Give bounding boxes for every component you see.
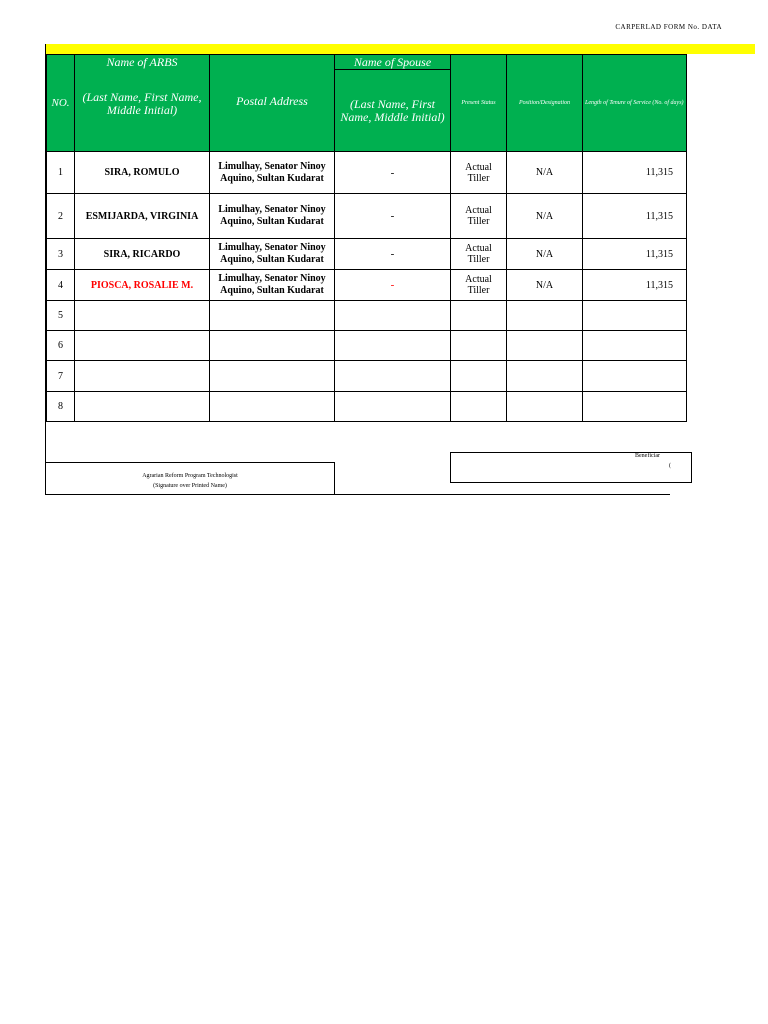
- row-no: 1: [47, 152, 75, 194]
- arb-name: PIOSCA, ROSALIE M.: [75, 270, 210, 301]
- header-length: Length of Tenure of Service (No. of days): [583, 55, 687, 152]
- row-no: 3: [47, 239, 75, 270]
- address-line2: Aquino, Sultan Kudarat: [220, 172, 324, 184]
- table-row: [47, 194, 687, 239]
- empty-cell: [451, 392, 507, 422]
- table-row: [47, 152, 687, 194]
- header-position: Position/Designation: [507, 55, 583, 152]
- empty-cell: [507, 331, 583, 361]
- row-no: 2: [47, 194, 75, 239]
- tenure-length: [583, 194, 687, 239]
- address-line1: Limulhay, Senator Ninoy: [218, 273, 326, 284]
- empty-cell: [451, 331, 507, 361]
- status-line2: Tiller: [467, 172, 490, 184]
- status-line1: Actual: [465, 243, 492, 254]
- address-line2: Aquino, Sultan Kudarat: [220, 216, 324, 227]
- address-line1: Limulhay, Senator Ninoy: [218, 242, 326, 253]
- empty-cell: [507, 301, 583, 331]
- header-spouse: [335, 55, 451, 152]
- tenure-value: 11,315: [645, 279, 673, 291]
- header-arbs-subtitle: (Last Name, First Name, Middle Initial): [82, 90, 202, 117]
- beneficiary-signature-box: [450, 452, 692, 483]
- table-row: [47, 392, 687, 422]
- tenure-length: [583, 152, 687, 194]
- signature-note: (Signature over Printed Name): [153, 483, 227, 489]
- empty-cell: [210, 301, 335, 331]
- present-status: [451, 239, 507, 270]
- empty-cell: [451, 361, 507, 392]
- header-postal: Postal Address: [210, 55, 335, 152]
- empty-cell: [507, 361, 583, 392]
- status-line1: Actual: [465, 274, 492, 285]
- empty-cell: [335, 392, 451, 422]
- postal-address: [210, 194, 335, 239]
- tenure-length: [583, 270, 687, 301]
- header-no: NO.: [47, 55, 75, 152]
- address-line2: Aquino, Sultan Kudarat: [220, 285, 324, 296]
- form-sheet: [45, 44, 684, 495]
- arb-name: SIRA, RICARDO: [75, 239, 210, 270]
- empty-cell: [75, 392, 210, 422]
- position: N/A: [507, 194, 583, 239]
- empty-cell: [75, 361, 210, 392]
- empty-cell: [75, 301, 210, 331]
- empty-cell: [210, 331, 335, 361]
- status-line1: Actual: [465, 161, 492, 173]
- row-no: 8: [47, 392, 75, 422]
- header-spouse-title: Name of Spouse: [335, 55, 450, 70]
- arb-table: [46, 54, 687, 422]
- table-row: [47, 301, 687, 331]
- position: N/A: [507, 270, 583, 301]
- empty-cell: [210, 392, 335, 422]
- empty-cell: [583, 331, 687, 361]
- postal-address: [210, 239, 335, 270]
- tenure-value: 11,315: [645, 167, 673, 178]
- table-row: [47, 270, 687, 301]
- status-line2: Tiller: [467, 254, 490, 265]
- spouse-name: -: [335, 194, 451, 239]
- row-no: 6: [47, 331, 75, 361]
- spouse-name: -: [335, 152, 451, 194]
- technologist-signature-box: [46, 462, 335, 494]
- header-status: Present Status: [451, 55, 507, 152]
- address-line1: Limulhay, Senator Ninoy: [218, 204, 326, 215]
- empty-cell: [507, 392, 583, 422]
- header-arbs-title: Name of ARBS: [106, 55, 178, 69]
- empty-cell: [335, 331, 451, 361]
- row-no: 5: [47, 301, 75, 331]
- tenure-value: 11,315: [645, 248, 673, 260]
- postal-address: [210, 270, 335, 301]
- table-row: [47, 361, 687, 392]
- form-number: CARPERLAD FORM No. DATA: [615, 23, 722, 31]
- empty-cell: [335, 361, 451, 392]
- spouse-name: -: [335, 239, 451, 270]
- empty-cell: [335, 301, 451, 331]
- table-row: [47, 331, 687, 361]
- empty-cell: [75, 331, 210, 361]
- arb-name: SIRA, ROMULO: [75, 152, 210, 194]
- empty-cell: [451, 301, 507, 331]
- position: N/A: [507, 152, 583, 194]
- beneficiary-note: (: [669, 463, 671, 469]
- header-row: [47, 55, 687, 152]
- present-status: [451, 152, 507, 194]
- table-row: [47, 239, 687, 270]
- header-spouse-subtitle: (Last Name, First Name, Middle Initial): [340, 97, 445, 124]
- header-arbs: [75, 55, 210, 152]
- present-status: [451, 270, 507, 301]
- status-line2: Tiller: [467, 285, 490, 296]
- empty-cell: [583, 361, 687, 392]
- tenure-length: [583, 239, 687, 270]
- empty-cell: [583, 392, 687, 422]
- row-no: 7: [47, 361, 75, 392]
- postal-address: [210, 152, 335, 194]
- technologist-label: Agrarian Reform Program Technologist: [142, 473, 238, 479]
- empty-cell: [583, 301, 687, 331]
- beneficiary-label: Beneficiar: [635, 453, 660, 459]
- arb-name: ESMIJARDA, VIRGINIA: [75, 194, 210, 239]
- tenure-value: 11,315: [645, 210, 673, 222]
- row-no: 4: [47, 270, 75, 301]
- spouse-name: -: [335, 270, 451, 301]
- status-line2: Tiller: [467, 216, 490, 227]
- address-line1: Limulhay, Senator Ninoy: [218, 160, 326, 172]
- empty-cell: [210, 361, 335, 392]
- position: N/A: [507, 239, 583, 270]
- status-line1: Actual: [465, 205, 492, 216]
- present-status: [451, 194, 507, 239]
- address-line2: Aquino, Sultan Kudarat: [220, 254, 324, 265]
